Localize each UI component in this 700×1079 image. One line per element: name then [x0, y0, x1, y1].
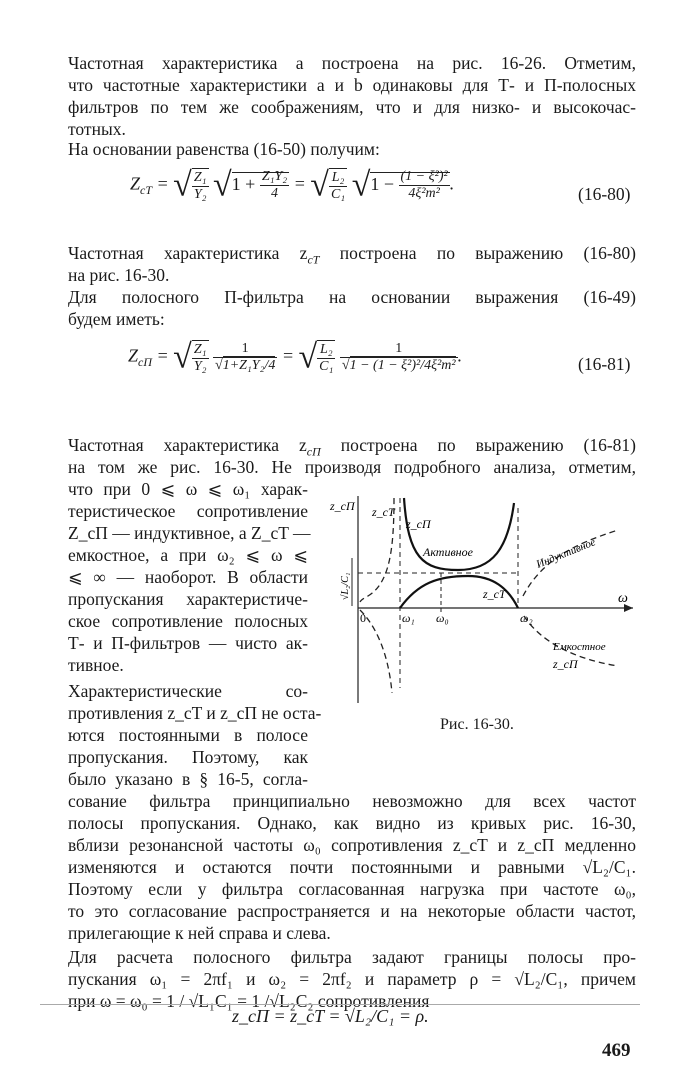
para4-line1: Для полосного П-фильтра на основании выражения (16-49) — [68, 287, 636, 307]
label-zero: 0 — [360, 611, 366, 625]
wrap1-line3: Z_cП — индуктивное, а Z_cT — — [68, 523, 311, 543]
label-inductive: Индуктивное — [534, 536, 598, 571]
wrap2-line1: Характеристические со- — [68, 681, 308, 701]
para7-line1: сование фильтра принципиально невозможно для всех частот — [68, 791, 636, 811]
para8-line2: пускания ω₁ = 2πf₁ и ω₂ = 2πf₂ и параметр ρ = √L₂/C₁, причем — [68, 969, 636, 989]
final-equation: z_cП = z_cT = √L₂/C₁ = ρ. — [232, 1006, 429, 1026]
para2: На основании равенства (16-50) получим: — [68, 139, 380, 159]
para8-line3: при ω = ω₀ = 1 / √L₁C₁ = 1 /√L₂C₂ сопротивления — [68, 991, 430, 1011]
wrap2-line3: ются постоянными в полосе — [68, 725, 308, 745]
para7-line5: Поэтому если у фильтра согласованная нагрузка при частоте ω₀, — [68, 879, 636, 899]
para7-line3: вблизи резонансной частоты ω₀ сопротивления z_cT и z_cП медленно — [68, 835, 636, 855]
para7-line6: то это согласование распространяется и на некоторые области частот, — [68, 901, 636, 921]
wrap1-line8: Т- и П-фильтров — чисто ак- — [68, 633, 308, 653]
para1-line3: фильтров по тем же соображениям, что и для низко- и высокочас- — [68, 97, 636, 117]
label-active: Активное — [423, 545, 473, 559]
wrap1-line6: пропускания характеристиче- — [68, 589, 308, 609]
label-w2: ω₂ — [520, 611, 533, 625]
wrap1-line9: тивное. — [68, 655, 124, 675]
para3-line2: на рис. 16-30. — [68, 265, 170, 285]
wrap2-line4: пропускания. Поэтому, как — [68, 747, 308, 767]
wrap1-line4: емкостное, а при ω₂ ⩽ ω ⩽ — [68, 545, 308, 565]
wrap1-line2: теристическое сопротивление — [68, 501, 308, 521]
page-number: 469 — [602, 1040, 631, 1061]
label-zct-mid: z_cT — [483, 587, 506, 601]
wrap1-line5: ⩽ ∞ — наоборот. В области — [68, 567, 308, 587]
para1-line4: тотных. — [68, 119, 126, 139]
eq-16-80-number: (16-80) — [578, 184, 631, 204]
para5-line2: на том же рис. 16-30. Не производя подробного анализа, отметим, — [68, 457, 636, 477]
equation-16-80: $Z_{cT}$ = √ $\frac{\text{Z₁}}{\text{Y₂}}$ √1 + $\frac{\text{Z₁Y₂}}{4}$ = √ $\frac{\text{L₂}}{\text{C₁}}$ √1 − $\frac{\text{(1 − ξ²)²}}{\text{4ξ²m²}}$ . — [130, 166, 455, 204]
wrap1-line1: что при 0 ⩽ ω ⩽ ω₁ харак- — [68, 479, 308, 499]
divider-line — [40, 1004, 640, 1005]
para7-line7: прилегающие к ней справа и слева. — [68, 923, 331, 943]
wrap2-line2: противления z_cT и z_cП не оста- — [68, 703, 322, 723]
label-w0: ω₀ — [436, 611, 449, 625]
para7-line4: изменяются и остаются почти постоянными и равными √L₂/C₁. — [68, 857, 636, 877]
para4-line2: будем иметь: — [68, 309, 165, 329]
wrap1-line7: ское сопротивление полосных — [68, 611, 308, 631]
label-zcp-bottom: z_cП — [553, 657, 578, 671]
label-zcp-axis: z_cП — [330, 499, 355, 513]
label-sqrt: √L₂/C₁ — [340, 572, 351, 600]
curve-zcp-active — [404, 498, 514, 570]
para7-line2: полосы пропускания. Однако, как видно из кривых рис. 16-30, — [68, 813, 636, 833]
para1-line1: Частотная характеристика a построена на рис. 16-26. Отметим, — [68, 53, 636, 73]
wrap2-line5: было указано в § 16-5, согла- — [68, 769, 308, 789]
para5-line1: Частотная характеристика $z_{cП}$ построена по выражению (16-81) — [68, 435, 636, 459]
figure-16-30 — [328, 488, 640, 710]
para1-line2: что частотные характеристики a и b одинаковы для Т- и П-полосных — [68, 75, 636, 95]
equation-16-81: $Z_{cП}$ = √ $\frac{\text{Z₁}}{\text{Y₂}}$ $\frac{1}{\text{√1+Z₁Y₂/4}}$ = √ $\frac{\text{L₂}}{\text{C₁}}$ $\frac{1}{\text{√1 − (1 − ξ²)²/4ξ²m²}}$ . — [128, 338, 463, 376]
label-w1: ω₁ — [402, 611, 415, 625]
label-capacitive: Емкостное — [553, 641, 606, 653]
label-omega: ω — [618, 591, 628, 606]
figure-caption: Рис. 16-30. — [440, 716, 514, 733]
para3-line1: Частотная характеристика $z_{cT}$ построена по выражению (16-80) — [68, 243, 636, 267]
label-zcp-top: z_cП — [406, 517, 431, 531]
label-zct-axis: z_cT — [372, 505, 395, 519]
eq-16-81-number: (16-81) — [578, 354, 631, 374]
para8-line1: Для расчета полосного фильтра задают границы полосы про- — [68, 947, 636, 967]
